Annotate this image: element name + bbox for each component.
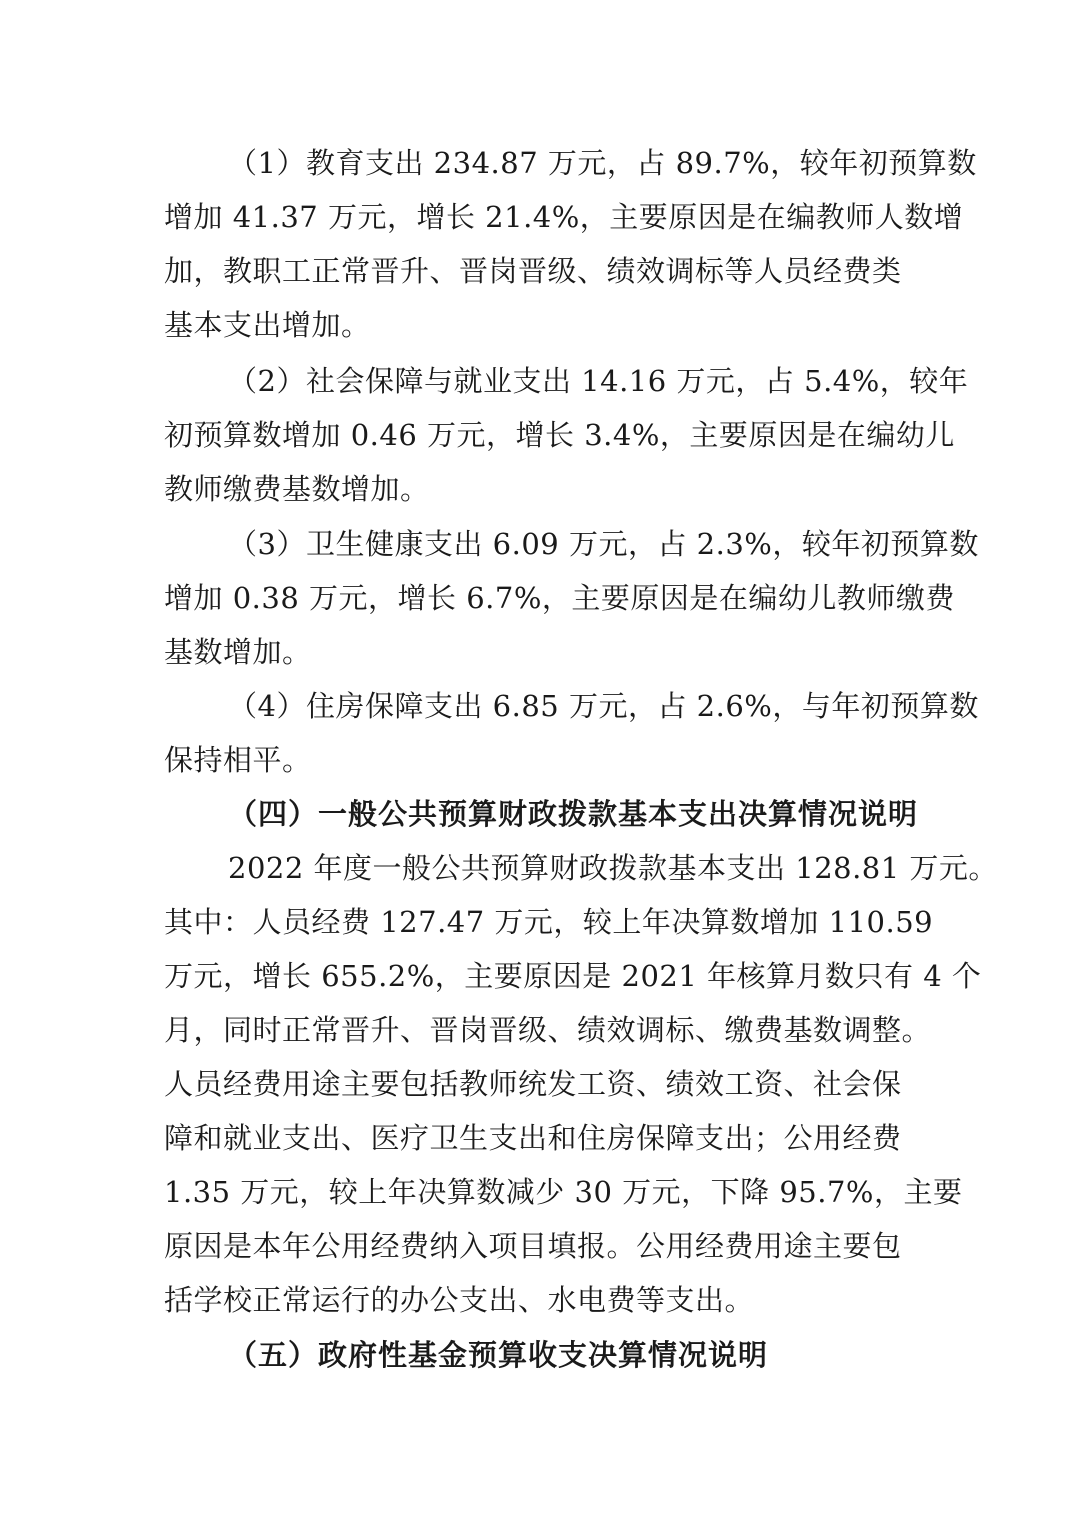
paragraph-health-expenditure bbox=[164, 517, 979, 679]
paragraph-social-security-expenditure bbox=[164, 354, 969, 516]
section-heading: （五）政府性基金预算收支决算情况说明 bbox=[228, 1338, 769, 1372]
text-line: 基数增加。 bbox=[164, 635, 312, 669]
text-line: 人员经费用途主要包括教师统发工资、绩效工资、社会保 bbox=[164, 1067, 902, 1101]
text-line: 保持相平。 bbox=[164, 743, 312, 777]
text-line: 其中：人员经费 127.47 万元，较上年决算数增加 110.59 bbox=[164, 905, 934, 939]
text-line: 教师缴费基数增加。 bbox=[164, 472, 430, 506]
text-line: 1.35 万元，较上年决算数减少 30 万元，下降 95.7%，主要 bbox=[164, 1175, 963, 1209]
text-line: 括学校正常运行的办公支出、水电费等支出。 bbox=[164, 1283, 755, 1317]
paragraph-education-expenditure bbox=[164, 136, 977, 352]
paragraph-housing-expenditure bbox=[164, 679, 979, 787]
text-line: 基本支出增加。 bbox=[164, 308, 371, 342]
text-line: 初预算数增加 0.46 万元，增长 3.4%，主要原因是在编幼儿 bbox=[164, 418, 955, 452]
text-line: （1）教育支出 234.87 万元，占 89.7%，较年初预算数 bbox=[228, 146, 977, 180]
text-line: 原因是本年公用经费纳入项目填报。公用经费用途主要包 bbox=[164, 1229, 902, 1263]
text-line: 障和就业支出、医疗卫生支出和住房保障支出；公用经费 bbox=[164, 1121, 902, 1155]
paragraph-basic-expenditure-details bbox=[164, 841, 998, 1327]
section-heading-basic-expenditure bbox=[164, 787, 944, 841]
section-heading-government-fund bbox=[164, 1328, 944, 1382]
text-line: 2022 年度一般公共预算财政拨款基本支出 128.81 万元。 bbox=[228, 851, 998, 885]
text-line: 月，同时正常晋升、晋岗晋级、绩效调标、缴费基数调整。 bbox=[164, 1013, 932, 1047]
text-line: 加，教职工正常晋升、晋岗晋级、绩效调标等人员经费类 bbox=[164, 254, 902, 288]
text-line: （2）社会保障与就业支出 14.16 万元，占 5.4%，较年 bbox=[228, 364, 969, 398]
section-heading: （四）一般公共预算财政拨款基本支出决算情况说明 bbox=[228, 797, 919, 831]
text-line: 增加 0.38 万元，增长 6.7%，主要原因是在编幼儿教师缴费 bbox=[164, 581, 955, 615]
text-line: （4）住房保障支出 6.85 万元，占 2.6%，与年初预算数 bbox=[228, 689, 979, 723]
text-line: 增加 41.37 万元，增长 21.4%，主要原因是在编教师人数增 bbox=[164, 200, 964, 234]
text-line: （3）卫生健康支出 6.09 万元，占 2.3%，较年初预算数 bbox=[228, 527, 979, 561]
text-line: 万元，增长 655.2%，主要原因是 2021 年核算月数只有 4 个 bbox=[164, 959, 982, 993]
